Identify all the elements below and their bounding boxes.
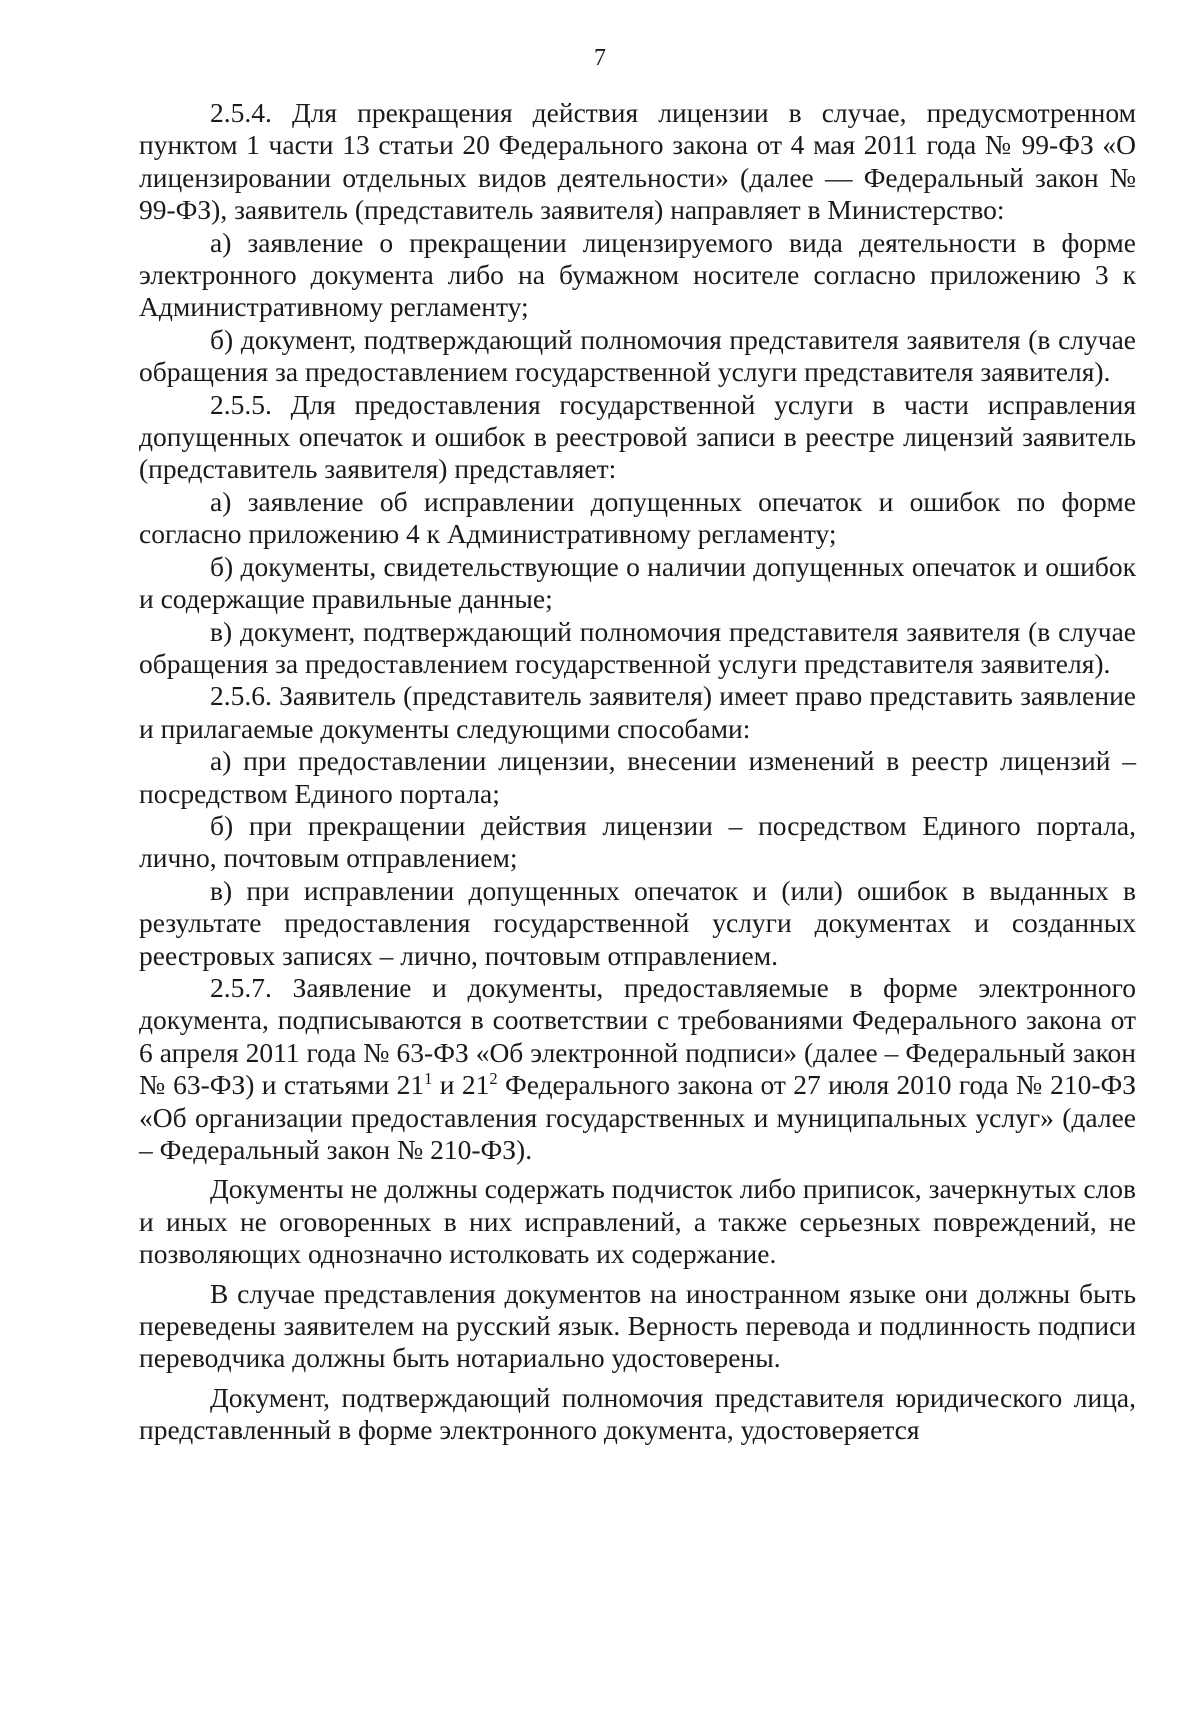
paragraph-2-5-4-b: б) документ, подтверждающий полномочия представителя заявителя (в случае обращения за предоставлением государственной услуги представителя заявителя). [139,323,1136,388]
paragraph-2-5-7-text-1: 2.5.7. Заявление и документы, предоставляемые в форме электронного документа, подписываются в соответствии с требованиями Федерального закона от 6 апреля 2011 года № 63-ФЗ «Об электронной подписи» (далее – Федеральный закон № 63-ФЗ) и статьями 21 [139,971,1136,1101]
page-number: 7 [594,45,606,71]
paragraph-2-5-4-a: а) заявление о прекращении лицензируемого вида деятельности в форме электронного документа либо на бумажном носителе согласно приложению 3 к Административному регламенту; [139,226,1136,323]
paragraph-2-5-5-a: а) заявление об исправлении допущенных опечаток и ошибок по форме согласно приложению 4 к Административному регламенту; [139,485,1136,550]
paragraph-2-5-7 [139,972,1136,1166]
paragraph-2-5-6: 2.5.6. Заявитель (представитель заявителя) имеет право представить заявление и прилагаемые документы следующими способами: [139,680,1136,744]
superscript-2: 2 [489,1069,498,1089]
superscript-1: 1 [424,1069,433,1089]
paragraph-2-5-5: 2.5.5. Для предоставления государственной услуги в части исправления допущенных опечаток и ошибок в реестровой записи в реестре лицензий заявитель (представитель заявителя) представляет: [139,388,1136,485]
paragraph-2-5-7-text-3: Федерального закона от 27 июля 2010 года № 210-ФЗ «Об организации предоставления государственных и муниципальных услуг» (далее – Федеральный закон № 210-ФЗ). [139,1069,1136,1165]
paragraph-2-5-5-v: в) документ, подтверждающий полномочия представителя заявителя (в случае обращения за предоставлением государственной услуги представителя заявителя). [139,615,1136,679]
paragraph-2-5-6-v: в) при исправлении допущенных опечаток и (или) ошибок в выданных в результате предоставления государственной услуги документах и созданных реестровых записях – лично, почтовым отправлением. [139,874,1136,971]
paragraph-2-5-4: 2.5.4. Для прекращения действия лицензии в случае, предусмотренном пунктом 1 части 13 статьи 20 Федерального закона от 4 мая 2011 года № 99-ФЗ «О лицензировании отдельных видов деятельности» (далее — Федеральный закон № 99-ФЗ), заявитель (представитель заявителя) направляет в Министерство: [139,97,1136,226]
paragraph-2-5-6-a: а) при предоставлении лицензии, внесении изменений в реестр лицензий – посредством Единого портала; [139,745,1136,809]
paragraph-2-5-6-b: б) при прекращении действия лицензии – посредством Единого портала, лично, почтовым отправлением; [139,809,1136,874]
paragraph-2-5-7-text-2: и 21 [432,1069,490,1101]
paragraph-foreign-language: В случае представления документов на иностранном языке они должны быть переведены заявителем на русский язык. Верность перевода и подлинность подписи переводчика должны быть нотариально удостоверены. [139,1277,1136,1374]
paragraph-no-erasures: Документы не должны содержать подчисток либо приписок, зачеркнутых слов и иных не оговоренных в них исправлений, а также серьезных повреждений, не позволяющих однозначно истолковать их содержание. [139,1173,1136,1270]
paragraph-representative-document: Документ, подтверждающий полномочия представителя юридического лица, представленный в форме электронного документа, удостоверяется [139,1381,1136,1446]
paragraph-2-5-5-b: б) документы, свидетельствующие о наличии допущенных опечаток и ошибок и содержащие правильные данные; [139,550,1136,615]
document-body [139,97,1136,1447]
